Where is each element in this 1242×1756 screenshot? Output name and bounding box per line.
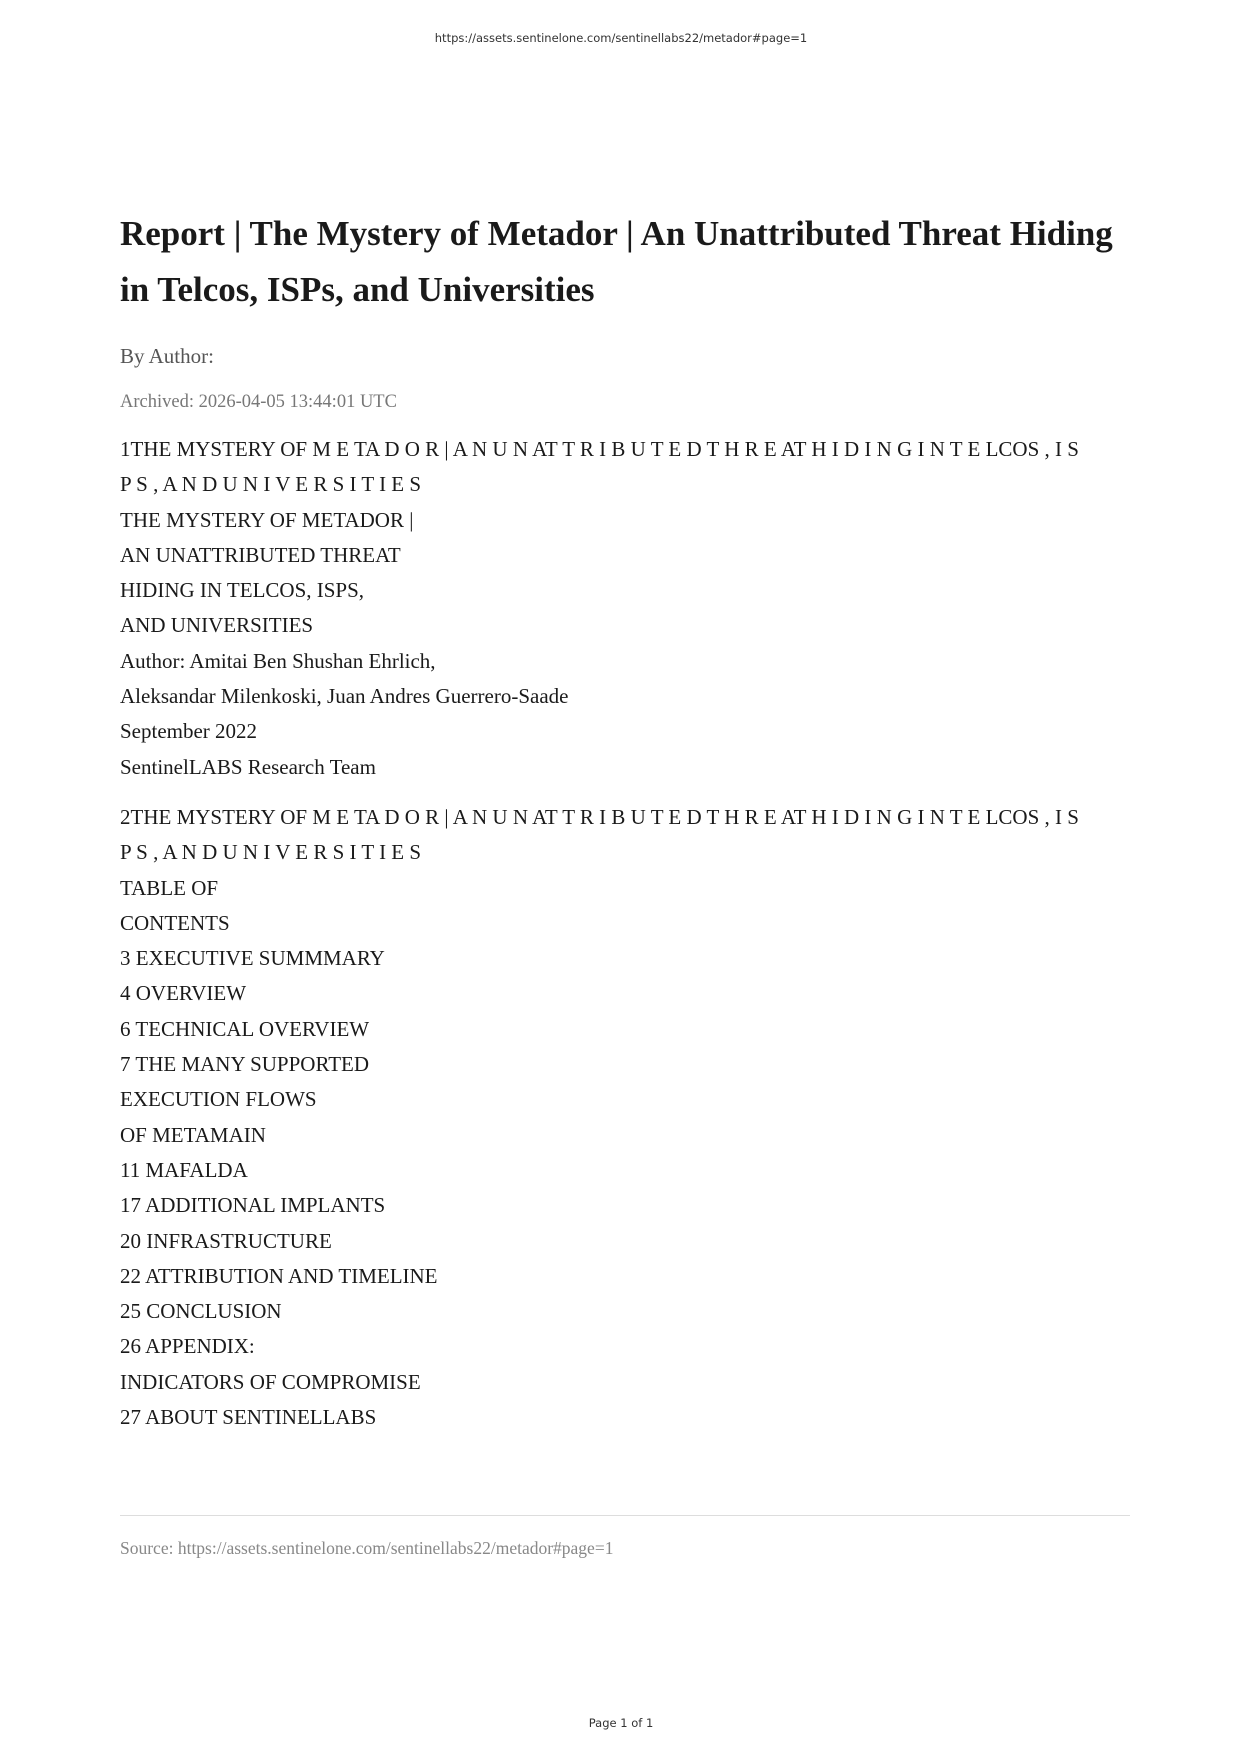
body-line: P S , A N D U N I V E R S I T I E S (120, 472, 422, 497)
body-line: September 2022 (120, 719, 258, 744)
toc-entry: 4 OVERVIEW (120, 981, 247, 1006)
page-header-url: https://assets.sentinelone.com/sentinellabs22/metador#page=1 (434, 31, 808, 45)
body-line: P S , A N D U N I V E R S I T I E S (120, 840, 422, 865)
toc-entry: 27 ABOUT SENTINELLABS (120, 1405, 377, 1430)
toc-entry: 11 MAFALDA (120, 1157, 248, 1182)
body-block-2 (120, 800, 1130, 1435)
archived-timestamp: Archived: 2026-04-05 13:44:01 UTC (120, 392, 397, 412)
toc-entry: 17 ADDITIONAL IMPLANTS (120, 1193, 386, 1218)
toc-entry: OF METAMAIN (120, 1122, 266, 1147)
article-title: Report | The Mystery of Metador | An Unattributed Threat Hiding in Telcos, ISPs, and Universities (120, 214, 1113, 309)
toc-entry: 7 THE MANY SUPPORTED (120, 1052, 370, 1077)
body-line: 2THE MYSTERY OF M E TA D O R | A N U N AT T R I B U T E D T H R E AT H I D I N G I N T E LCOS , I S (120, 804, 1079, 829)
body-line: AND UNIVERSITIES (120, 613, 314, 638)
body-line: HIDING IN TELCOS, ISPS, (120, 578, 365, 603)
toc-entry: 26 APPENDIX: (120, 1334, 255, 1359)
body-line: THE MYSTERY OF METADOR | (120, 507, 414, 532)
toc-entry: 6 TECHNICAL OVERVIEW (120, 1016, 370, 1041)
source-link[interactable]: Source: https://assets.sentinelone.com/sentinellabs22/metador#page=1 (120, 1538, 614, 1558)
footer-divider (120, 1515, 1130, 1516)
toc-entry: 20 INFRASTRUCTURE (120, 1228, 332, 1253)
toc-entry: INDICATORS OF COMPROMISE (120, 1369, 421, 1394)
body-line: 1THE MYSTERY OF M E TA D O R | A N U N AT T R I B U T E D T H R E AT H I D I N G I N T E LCOS , I S (120, 437, 1079, 461)
body-line: SentinelLABS Research Team (120, 754, 376, 779)
toc-entry: 3 EXECUTIVE SUMMMARY (120, 946, 385, 971)
body-line: AN UNATTRIBUTED THREAT (120, 542, 401, 567)
page-number: Page 1 of 1 (588, 1716, 654, 1730)
toc-heading-line: CONTENTS (120, 910, 230, 935)
toc-entry: 22 ATTRIBUTION AND TIMELINE (120, 1263, 438, 1288)
body-line: Author: Amitai Ben Shushan Ehrlich, (120, 648, 436, 673)
body-block-1 (120, 432, 1130, 785)
toc-entry: 25 CONCLUSION (120, 1299, 282, 1324)
byline: By Author: (120, 344, 214, 368)
toc-entry: EXECUTION FLOWS (120, 1087, 317, 1112)
toc-heading-line: TABLE OF (120, 875, 219, 900)
article (120, 206, 1130, 1435)
body-line: Aleksandar Milenkoski, Juan Andres Guerrero-Saade (120, 684, 569, 709)
